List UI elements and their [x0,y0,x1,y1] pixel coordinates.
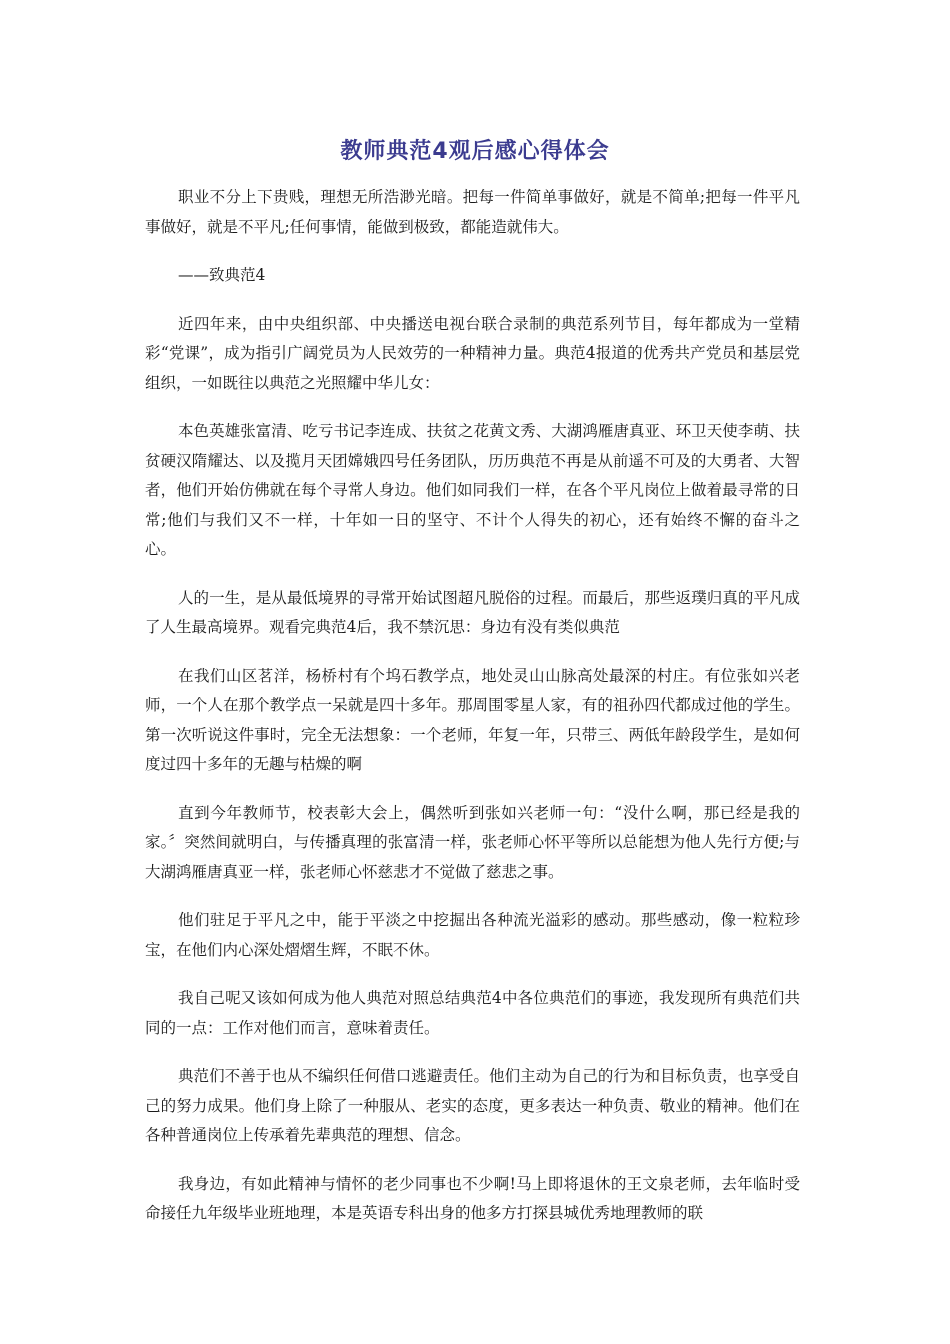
paragraph-3: 近四年来，由中央组织部、中央播送电视台联合录制的典范系列节目，每年都成为一堂精彩“党课”，成为指引广阔党员为人民效劳的一种精神力量。典范4报道的优秀共产党员和基层党组织，一如既往以典范之光照耀中华儿女： [145,314,800,392]
paragraph-1: 职业不分上下贵贱，理想无所浩渺光暗。把每一件简单事做好，就是不简单;把每一件平凡事做好，就是不平凡;任何事情，能做到极致，都能造就伟大。 [145,188,800,236]
paragraph-6: 在我们山区茗洋，杨桥村有个坞石教学点，地处灵山山脉高处最深的村庄。有位张如兴老师，一个人在那个教学点一呆就是四十多年。那周围零星人家，有的祖孙四代都成过他的学生。第一次听说这件事时，完全无法想象：一个老师，年复一年，只带三、两低年龄段学生，是如何度过四十多年的无趣与枯燥的啊 [145,666,800,773]
paragraph-2: ——致典范4 [178,266,266,284]
document-title: 教师典范4观后感心得体会 [340,139,610,164]
paragraph-7: 直到今年教师节，校表彰大会上，偶然听到张如兴老师一句：“没什么啊，那已经是我的家。〞突然间就明白，与传播真理的张富清一样，张老师心怀平等所以总能想为他人先行方便;与大湖鸿雁唐真亚一样，张老师心怀慈悲才不觉做了慈悲之事。 [145,803,800,881]
paragraph-9: 我自己呢又该如何成为他人典范对照总结典范4中各位典范们的事迹，我发现所有典范们共同的一点：工作对他们而言，意味着责任。 [145,989,800,1037]
paragraph-8: 他们驻足于平凡之中，能于平淡之中挖掘出各种流光溢彩的感动。那些感动，像一粒粒珍宝，在他们内心深处熠熠生辉，不眠不休。 [145,911,800,959]
document-body [145,183,800,1248]
paragraph-11: 我身边，有如此精神与情怀的老少同事也不少啊!马上即将退休的王文泉老师，去年临时受命接任九年级毕业班地理，本是英语专科出身的他多方打探县城优秀地理教师的联 [145,1174,800,1222]
paragraph-5: 人的一生，是从最低境界的寻常开始试图超凡脱俗的过程。而最后，那些返璞归真的平凡成了人生最高境界。观看完典范4后，我不禁沉思：身边有没有类似典范 [145,588,800,636]
paragraph-4: 本色英雄张富清、吃亏书记李连成、扶贫之花黄文秀、大湖鸿雁唐真亚、环卫天使李萌、扶贫硬汉隋耀达、以及揽月天团嫦娥四号任务团队，历历典范不再是从前遥不可及的大勇者、大智者，他们开始仿佛就在每个寻常人身边。他们如同我们一样，在各个平凡岗位上做着最寻常的日常;他们与我们又不一样，十年如一日的坚守、不计个人得失的初心，还有始终不懈的奋斗之心。 [145,422,800,558]
paragraph-10: 典范们不善于也从不编织任何借口逃避责任。他们主动为自己的行为和目标负责，也享受自己的努力成果。他们身上除了一种服从、老实的态度，更多表达一种负责、敬业的精神。他们在各种普通岗位上传承着先辈典范的理想、信念。 [145,1067,800,1144]
